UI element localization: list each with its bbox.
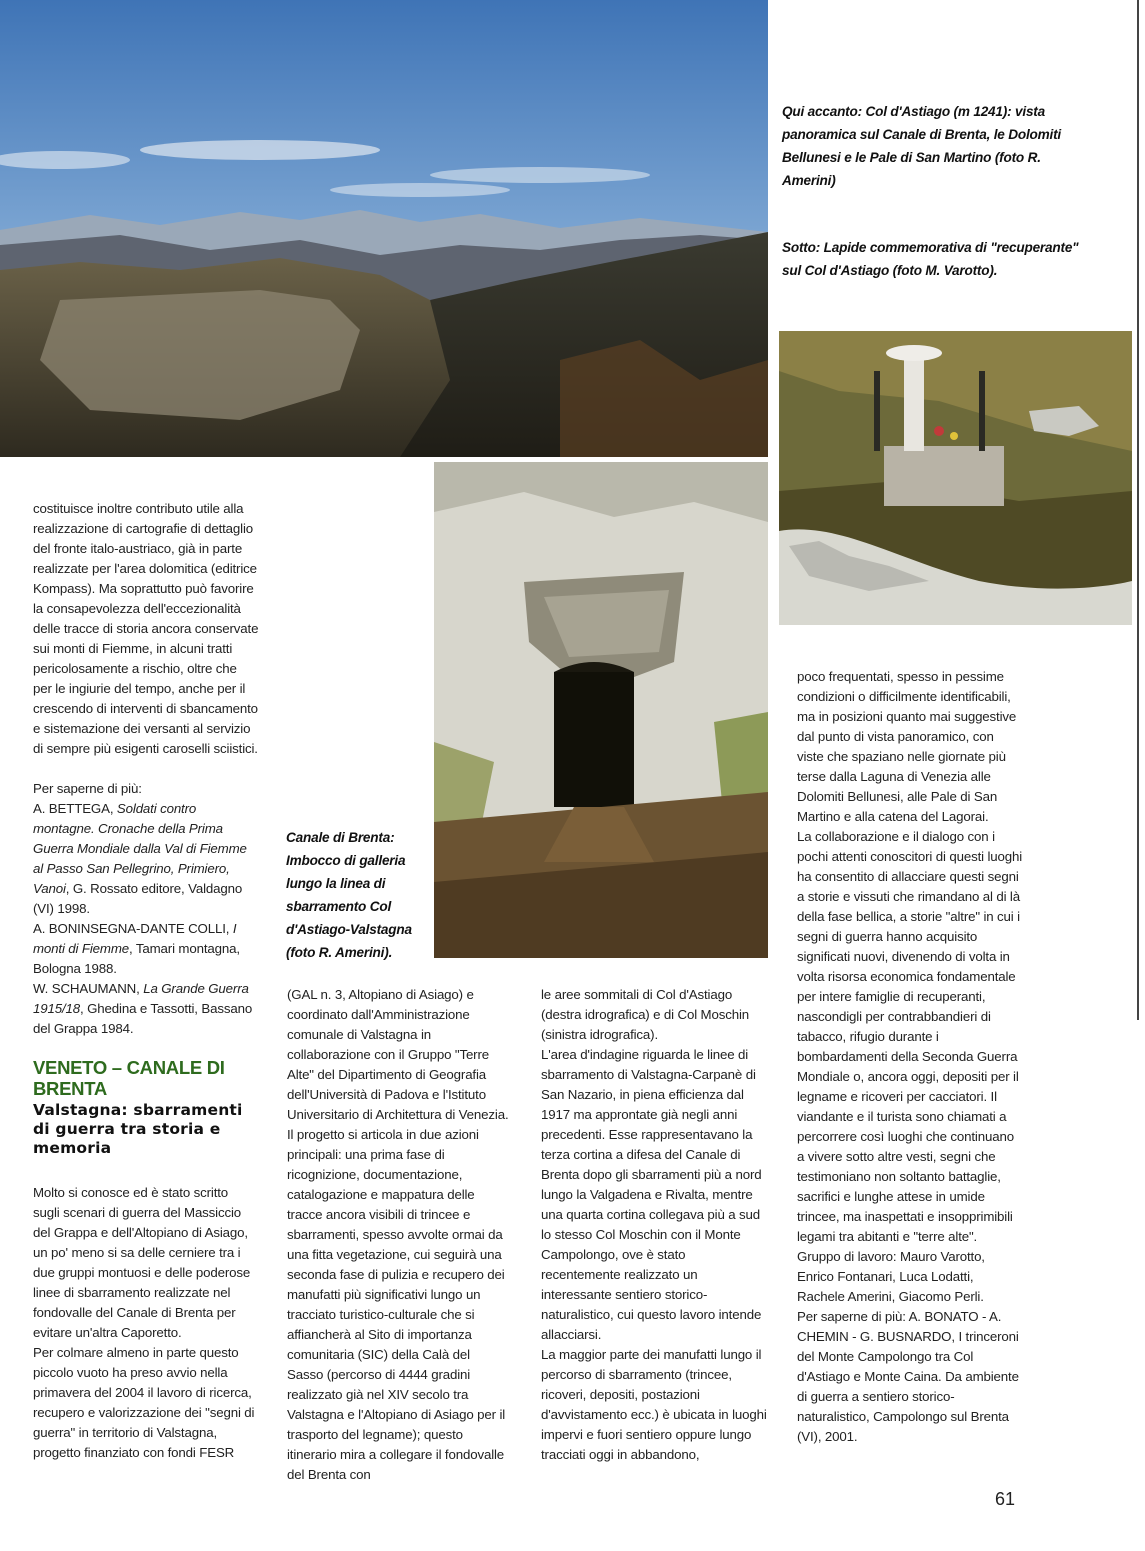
section-title: VENETO – CANALE DI BRENTA bbox=[33, 1057, 225, 1099]
references-heading: Per saperne di più: bbox=[33, 781, 142, 796]
column-1-intro: costituisce inoltre contributo utile alla realizzazione di cartografie di dettaglio del fronte italo-austriaco, già in parte realizzate per l'area dolomitica (editrice Kompass). Ma soprattutto può favorire la consapevolezza dell'eccezionalità delle tracce di storia ancora conservate sui monti di Fiemme, in alcuni tratti pericolosamente a rischio, oltre che per le ingiurie del tempo, anche per il crescendo di interventi di sbancamento e sistemazione dei versanti al servizio di sempre più esigenti caroselli sciistici. bbox=[33, 501, 259, 756]
tunnel-entrance-image bbox=[434, 462, 768, 958]
column-3-p2: L'area d'indagine riguarda le linee di sbarramento di Valstagna-Carpanè di San Nazario, in piena efficienza dal 1917 ma approntate già negli anni precedenti. Esse rappresentavano la terza cortina a difesa del Canale di Brenta dopo gli sbarramenti più a nord lungo la Valgadena e Rivalta, mentre una quarta cortina collegava più a sud lo stesso Col Moschin con il Monte Campolongo, ove è stato recentemente realizzato un interessante sentiero storico-naturalistico, cui questo lavoro intende allacciarsi. bbox=[541, 1047, 762, 1342]
column-4 bbox=[797, 667, 1023, 1447]
memorial-stone-image bbox=[779, 331, 1132, 625]
reference-2 bbox=[33, 919, 259, 979]
caption-memorial: Sotto: Lapide commemorativa di "recuperante" sul Col d'Astiago (foto M. Varotto). bbox=[782, 240, 1079, 278]
reference-3 bbox=[33, 979, 259, 1039]
column-4-p1: poco frequentati, spesso in pessime condizioni o difficilmente identificabili, ma in posizioni quanto mai suggestive dal punto di vista panoramico, con viste che spaziano nelle giornate più terse dalla Laguna di Venezia alle Dolomiti Bellunesi, alle Pale di San Martino e alla catena del Lagorai. bbox=[797, 669, 1017, 824]
reference-1-publisher: , G. Rossato editore, Valdagno (VI) 1998. bbox=[33, 881, 243, 916]
column-1 bbox=[33, 499, 259, 1039]
reference-2-author: A. BONINSEGNA-DANTE COLLI, bbox=[33, 921, 233, 936]
memorial-photo bbox=[779, 331, 1132, 625]
caption-tunnel: Canale di Brenta: Imbocco di galleria lungo la linea di sbarramento Col d'Astiago-Valstagna (foto R. Amerini). bbox=[286, 830, 412, 960]
column-2-p2: Il progetto si articola in due azioni principali: una prima fase di ricognizione, documentazione, catalogazione e mappatura delle tracce ancora visibili di trincee e sbarramenti, spesso avvolte ormai da una fitta vegetazione, cui seguirà una seconda fase di pulizia e recupero dei manufatti più significativi lungo un tracciato turistico-culturale che si affiancherà al Sito di importanza comunitaria (SIC) della Calà del Sasso (percorso di 4444 gradini realizzato già nel XIV secolo tra Valstagna e l'Altopiano di Asiago per il trasporto del legname); questo itinerario mira a collegare il fondovalle del Brenta con bbox=[287, 1127, 506, 1482]
reference-2-publisher: , Tamari montagna, Bologna 1988. bbox=[33, 941, 240, 976]
column-2-p1: (GAL n. 3, Altopiano di Asiago) e coordinato dall'Amministrazione comunale di Valstagna in collaborazione con il Gruppo "Terre Alte" del Dipartimento di Geografia dell'Università di Padova e l'Istituto Universitario di Architettura di Venezia. bbox=[287, 987, 509, 1122]
reference-3-publisher: , Ghedina e Tassotti, Bassano del Grappa 1984. bbox=[33, 1001, 253, 1036]
page-number: 61 bbox=[995, 1489, 1016, 1509]
column-1-body bbox=[33, 1183, 255, 1463]
column-4-p2: La collaborazione e il dialogo con i pochi attenti conoscitori di questi luoghi ha consentito di allacciare questi segni a storie e vissuti che rimandano al di là della fase bellica, a storie "altre" in cui i segni di guerra hanno acquisito significati nuovi, divenendo di volta in volta risorsa economica fondamentale per intere famiglie di recuperanti, nascondigli per contrabbandieri di tabacco, rifugio durante i bombardamenti della Seconda Guerra Mondiale o, ancora oggi, depositi per il legname e ricoveri per cacciatori. Il viandante e il turista sono chiamati a percorrere così luoghi che continuano a vivere sotto altre vesti, segni che testimoniano non soltanto battaglie, sacrifici e lunghe attese in umide trincee, ma inaspettati e insopprimibili legami tra abitanti e "terre alte". bbox=[797, 829, 1023, 1244]
reference-2-title: I monti di Fiemme bbox=[33, 921, 237, 956]
reference-3-title: La Grande Guerra 1915/18 bbox=[33, 981, 249, 1016]
panorama-photo bbox=[0, 0, 768, 457]
column-3 bbox=[541, 985, 767, 1465]
column-2 bbox=[287, 985, 509, 1485]
reference-1-title: Soldati contro montagne. Cronache della Prima Guerra Mondiale dalla Val di Fiemme al Passo San Pellegrino, Primiero, Vanoi bbox=[33, 801, 247, 896]
column-3-p1: le aree sommitali di Col d'Astiago (destra idrografica) e di Col Moschin (sinistra idrografica). bbox=[541, 987, 750, 1042]
column-1-body-p2: Per colmare almeno in parte questo piccolo vuoto ha preso avvio nella primavera del 2004 il lavoro di ricerca, recupero e valorizzazione dei "segni di guerra" in territorio di Valstagna, progetto finanziato con fondi FESR bbox=[33, 1345, 255, 1460]
article-title: Valstagna: sbarramenti di guerra tra storia e memoria bbox=[33, 1101, 243, 1157]
page-edge-line bbox=[1137, 0, 1139, 1020]
mountain-panorama-image bbox=[0, 0, 768, 457]
column-1-body-p1: Molto si conosce ed è stato scritto sugli scenari di guerra del Massiccio del Grappa e dell'Altopiano di Asiago, un po' meno si sa delle cerniere tra i due gruppi montuosi e delle poderose linee di sbarramento realizzate nel fondovalle del Canale di Brenta per evitare un'altra Caporetto. bbox=[33, 1185, 251, 1340]
reference-1-author: A. BETTEGA, bbox=[33, 801, 117, 816]
column-3-p3: La maggior parte dei manufatti lungo il percorso di sbarramento (trincee, ricoveri, depositi, postazioni d'avvistamento ecc.) è ubicata in luoghi impervi e fuori sentiero oppure lungo tracciati oggi in abbandono, bbox=[541, 1347, 767, 1462]
reference-1 bbox=[33, 799, 259, 919]
caption-panorama: Qui accanto: Col d'Astiago (m 1241): vista panoramica sul Canale di Brenta, le Dolomiti Bellunesi e le Pale di San Martino (foto R. Amerini) bbox=[782, 104, 1062, 188]
tunnel-photo bbox=[434, 462, 768, 958]
reference-3-author: W. SCHAUMANN, bbox=[33, 981, 144, 996]
column-4-p4: Per saperne di più: A. BONATO - A. CHEMIN - G. BUSNARDO, I trinceroni del Monte Campolongo tra Col d'Astiago e Monte Caina. Da ambiente di guerra a sentiero storico-naturalistico, Campolongo sul Brenta (VI), 2001. bbox=[797, 1309, 1019, 1444]
column-4-p3: Gruppo di lavoro: Mauro Varotto, Enrico Fontanari, Luca Lodatti, Rachele Amerini, Giacomo Perli. bbox=[797, 1249, 985, 1304]
